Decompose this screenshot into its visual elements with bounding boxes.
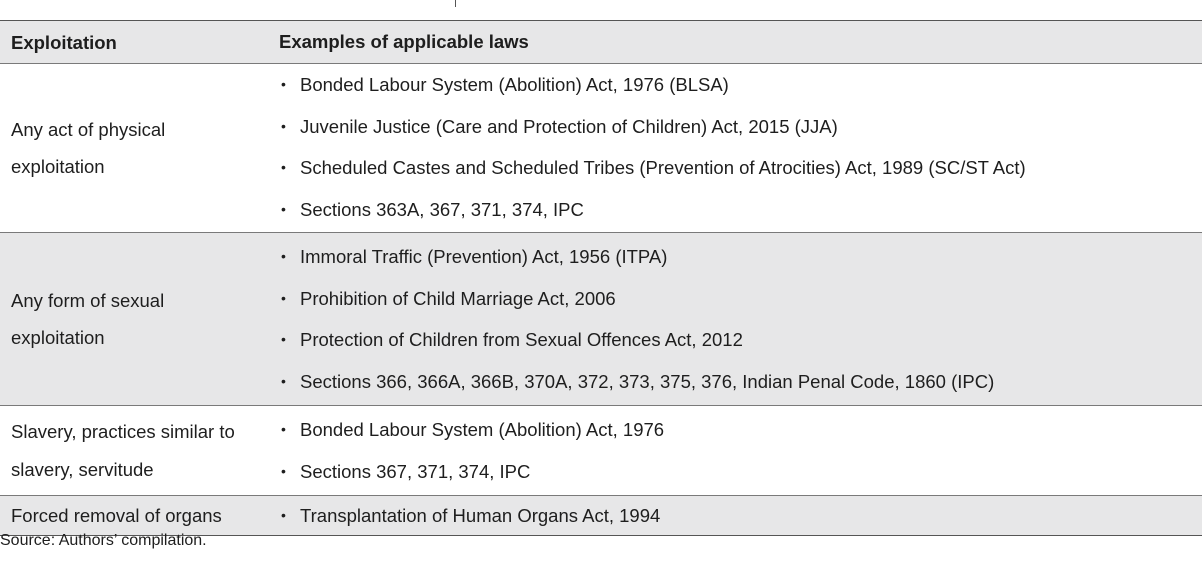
- law-text: Immoral Traffic (Prevention) Act, 1956 (ITPA): [300, 246, 668, 267]
- laws-list: [279, 496, 1202, 535]
- list-item: [279, 147, 1202, 189]
- law-text: Protection of Children from Sexual Offences Act, 2012: [300, 329, 743, 350]
- exploitation-text: Any form of sexual exploitation: [11, 290, 165, 348]
- bullet-icon: •: [281, 421, 286, 437]
- laws-cell: [267, 406, 1202, 495]
- table-row: [0, 406, 1202, 496]
- law-text: Juvenile Justice (Care and Protection of Children) Act, 2015 (JJA): [300, 115, 838, 137]
- laws-list: [279, 64, 1202, 232]
- table-row: [0, 496, 1202, 535]
- bullet-icon: •: [281, 159, 286, 175]
- laws-list: [279, 406, 1202, 495]
- exploitation-text: Forced removal of organs: [11, 505, 222, 526]
- bullet-icon: •: [281, 331, 286, 347]
- law-text: Sections 366, 366A, 366B, 370A, 372, 373, 375, 376, Indian Penal Code, 1860 (IPC): [300, 370, 995, 392]
- list-item: [279, 236, 1202, 278]
- bullet-icon: •: [281, 248, 286, 264]
- bullet-icon: •: [281, 289, 286, 306]
- table-row: [0, 233, 1202, 406]
- law-text: Bonded Labour System (Abolition) Act, 1976 (BLSA): [300, 74, 729, 95]
- exploitation-text: Any act of physical exploitation: [11, 119, 166, 177]
- laws-cell: [267, 496, 1202, 535]
- law-text: Bonded Labour System (Abolition) Act, 1976: [300, 419, 665, 440]
- bullet-icon: •: [281, 76, 286, 92]
- list-item: [279, 64, 1202, 106]
- bullet-icon: •: [281, 372, 286, 389]
- list-item: [279, 106, 1202, 148]
- laws-list: [279, 233, 1202, 405]
- law-text: Scheduled Castes and Scheduled Tribes (Prevention of Atrocities) Act, 1989 (SC/ST Act): [300, 157, 1026, 178]
- bullet-icon: •: [281, 117, 286, 134]
- exploitation-cell: [0, 64, 267, 232]
- list-item: [279, 278, 1202, 320]
- table-header-row: [0, 21, 1202, 64]
- laws-cell: [267, 64, 1202, 232]
- exploitation-cell: [0, 406, 267, 495]
- list-item: [279, 451, 1202, 493]
- law-text: Transplantation of Human Organs Act, 1994: [300, 505, 661, 526]
- table-row: [0, 64, 1202, 233]
- list-item: [279, 409, 1202, 451]
- laws-table: [0, 20, 1202, 536]
- list-item: [279, 189, 1202, 231]
- bullet-icon: •: [281, 200, 286, 217]
- exploitation-cell: [0, 496, 267, 535]
- top-tick-mark: [455, 0, 456, 7]
- bullet-icon: •: [281, 507, 286, 523]
- list-item: [279, 361, 1202, 403]
- header-exploitation: Exploitation: [11, 31, 117, 53]
- laws-cell: [267, 233, 1202, 405]
- law-text: Sections 367, 371, 374, IPC: [300, 460, 531, 482]
- source-note: Source: Authors’ compilation.: [0, 532, 207, 549]
- bullet-icon: •: [281, 462, 286, 479]
- header-applicable-laws: Examples of applicable laws: [279, 31, 529, 52]
- list-item: [279, 319, 1202, 361]
- law-text: Sections 363A, 367, 371, 374, IPC: [300, 198, 584, 220]
- exploitation-cell: [0, 233, 267, 405]
- exploitation-text: Slavery, practices similar to slavery, servitude: [11, 420, 235, 480]
- list-item: [279, 496, 1202, 535]
- law-text: Prohibition of Child Marriage Act, 2006: [300, 287, 616, 309]
